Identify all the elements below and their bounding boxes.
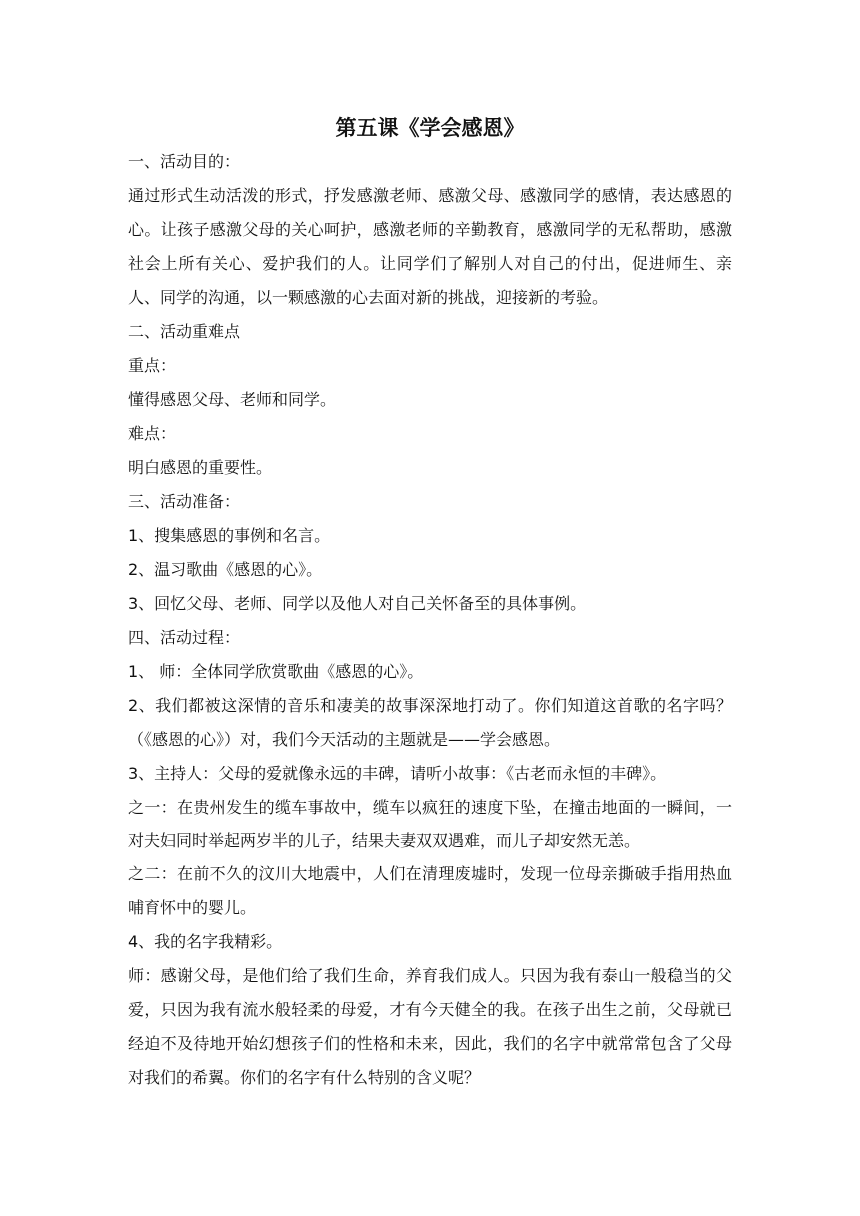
preparation-item-3: 3、回忆父母、老师、同学以及他人对自己关怀备至的具体事例。 (128, 594, 587, 613)
heading-process: 四、活动过程： (128, 628, 241, 647)
document-title: 第五课《学会感恩》 (335, 116, 525, 140)
heading-key-points: 二、活动重难点 (128, 322, 241, 341)
process-step-3: 3、主持人：父母的爱就像永远的丰碑，请听小故事：《古老而永恒的丰碑》。 (128, 764, 667, 783)
story-one: 之一：在贵州发生的缆车事故中，缆车以疯狂的速度下坠，在撞击地面的一瞬间，一对夫妇同时举起两岁半的儿子，结果夫妻双双遇难，而儿子却安然无恙。 (128, 798, 732, 850)
preparation-item-2: 2、温习歌曲《感恩的心》。 (128, 560, 323, 579)
teacher-paragraph: 师：感谢父母，是他们给了我们生命，养育我们成人。只因为我有泰山一般稳当的父爱，只因为我有流水般轻柔的母爱，才有今天健全的我。在孩子出生之前，父母就已经迫不及待地开始幻想孩子们的性格和未来，因此，我们的名字中就常常包含了父母对我们的希翼。你们的名字有什么特别的含义呢？ (128, 966, 732, 1087)
process-step-2: 2、我们都被这深情的音乐和凄美的故事深深地打动了。你们知道这首歌的名字吗？（《感恩的心》）对，我们今天活动的主题就是——学会感恩。 (128, 696, 732, 749)
focus-text: 懂得感恩父母、老师和同学。 (128, 390, 337, 409)
heading-preparation: 三、活动准备： (128, 492, 241, 511)
process-step-1: 1、 师：全体同学欣赏歌曲《感恩的心》。 (128, 662, 424, 681)
label-focus: 重点： (128, 356, 177, 375)
document-page (128, 113, 732, 1095)
difficulty-text: 明白感恩的重要性。 (128, 458, 273, 477)
preparation-item-1: 1、搜集感恩的事例和名言。 (128, 526, 331, 545)
heading-purpose: 一、活动目的： (128, 152, 241, 171)
process-step-4: 4、我的名字我精彩。 (128, 932, 283, 951)
story-two: 之二：在前不久的汶川大地震中，人们在清理废墟时，发现一位母亲撕破手指用热血哺育怀中的婴儿。 (128, 864, 732, 917)
label-difficulty: 难点： (128, 424, 177, 443)
purpose-paragraph: 通过形式生动活泼的形式，抒发感激老师、感激父母、感激同学的感情，表达感恩的心。让孩子感激父母的关心呵护，感激老师的辛勤教育，感激同学的无私帮助，感激社会上所有关心、爱护我们的人。让同学们了解别人对自己的付出，促进师生、亲人、同学的沟通，以一颗感激的心去面对新的挑战，迎接新的考验。 (128, 186, 732, 307)
